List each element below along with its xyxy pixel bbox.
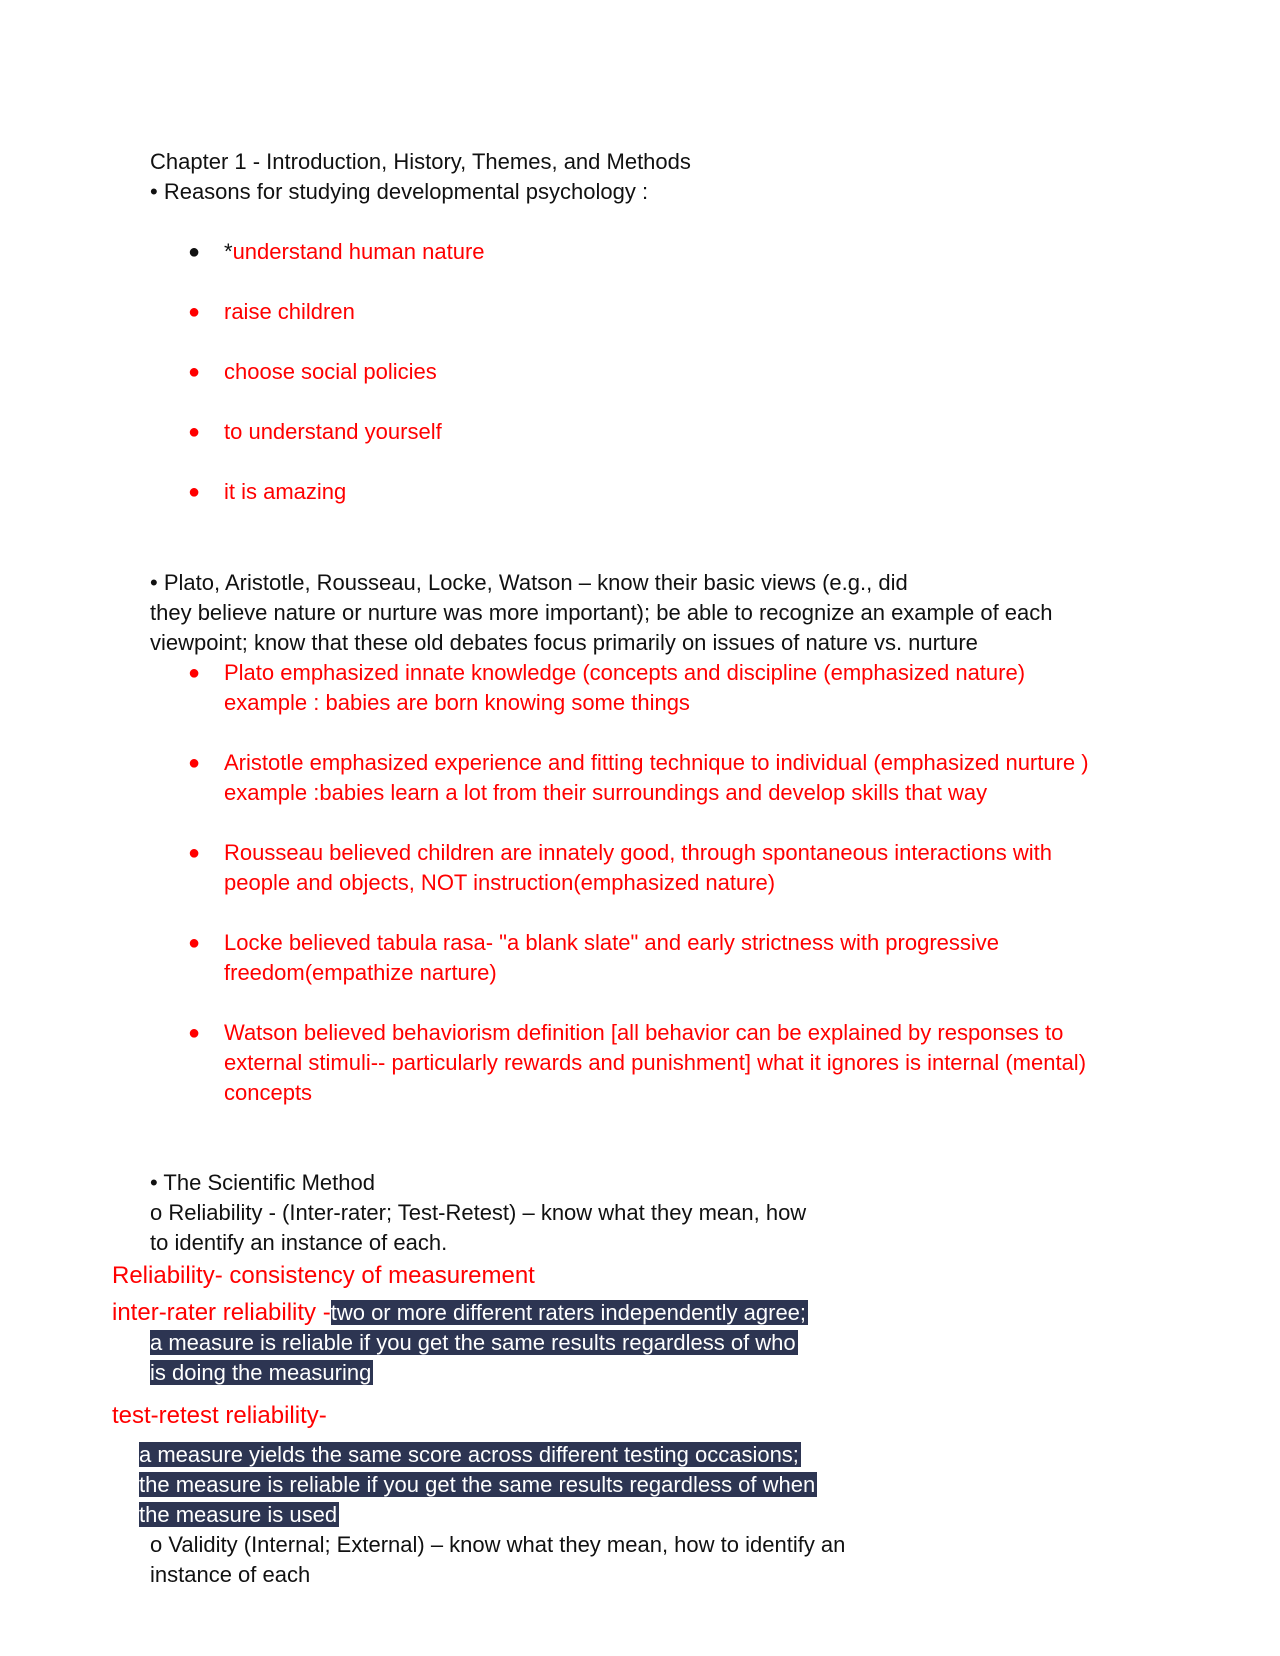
inter-rater-highlight: two or more different raters independently agree; bbox=[330, 1300, 807, 1325]
bullet-icon: ● bbox=[188, 241, 201, 263]
philosopher-line: people and objects, NOT instruction(emphasized nature) bbox=[224, 870, 776, 895]
philosopher-line: Aristotle emphasized experience and fitting technique to individual (emphasized nurture ) bbox=[224, 750, 1089, 775]
philosopher-line: Plato emphasized innate knowledge (concepts and discipline (emphasized nature) bbox=[224, 660, 1026, 685]
philosophers-intro-line: • Plato, Aristotle, Rousseau, Locke, Watson – know their basic views (e.g., did bbox=[150, 570, 908, 595]
inter-rater-highlight: is doing the measuring bbox=[150, 1360, 372, 1385]
philosopher-line: example :babies learn a lot from their surroundings and develop skills that way bbox=[224, 780, 988, 805]
validity-line: instance of each bbox=[150, 1562, 311, 1587]
reason-text: it is amazing bbox=[224, 479, 347, 504]
test-retest-line bbox=[139, 1470, 817, 1500]
inter-rater-line bbox=[150, 1328, 798, 1358]
test-retest-label: test-retest reliability- bbox=[112, 1402, 327, 1429]
test-retest-highlight: the measure is used bbox=[139, 1502, 338, 1527]
test-retest-line bbox=[139, 1500, 339, 1530]
test-retest-line bbox=[139, 1440, 801, 1470]
validity-line: o Validity (Internal; External) – know what they mean, how to identify an bbox=[150, 1532, 846, 1557]
test-retest-highlight: the measure is reliable if you get the same results regardless of when bbox=[139, 1472, 816, 1497]
philosophers-intro-line: viewpoint; know that these old debates focus primarily on issues of nature vs. nurture bbox=[150, 630, 978, 655]
philosopher-line: concepts bbox=[224, 1080, 313, 1105]
reason-prefix: * bbox=[224, 239, 233, 264]
bullet-icon: ● bbox=[188, 842, 201, 864]
bullet-icon: ● bbox=[188, 421, 201, 443]
bullet-icon: ● bbox=[188, 752, 201, 774]
bullet-icon: ● bbox=[188, 361, 201, 383]
philosopher-line: Locke believed tabula rasa- "a blank slate" and early strictness with progressive bbox=[224, 930, 1000, 955]
reason-text: to understand yourself bbox=[224, 419, 442, 444]
reason-text: choose social policies bbox=[224, 359, 437, 384]
bullet-icon: ● bbox=[188, 481, 201, 503]
reasons-heading: • Reasons for studying developmental psychology : bbox=[150, 179, 649, 204]
chapter-title: Chapter 1 - Introduction, History, Themes, and Methods bbox=[150, 149, 691, 174]
inter-rater-label: inter-rater reliability - bbox=[112, 1299, 331, 1326]
philosopher-line: external stimuli-- particularly rewards and punishment] what it ignores is internal (mental) bbox=[224, 1050, 1087, 1075]
inter-rater-row bbox=[112, 1298, 808, 1328]
philosophers-intro-line: they believe nature or nurture was more important); be able to recognize an example of each bbox=[150, 600, 1053, 625]
philosopher-line: Watson believed behaviorism definition [all behavior can be explained by responses to bbox=[224, 1020, 1064, 1045]
bullet-icon: ● bbox=[188, 301, 201, 323]
philosopher-line: example : babies are born knowing some things bbox=[224, 690, 690, 715]
reliability-definition: Reliability- consistency of measurement bbox=[112, 1262, 535, 1289]
reason-text: understand human nature bbox=[232, 239, 485, 264]
bullet-icon: ● bbox=[188, 1022, 201, 1044]
bullet-icon: ● bbox=[188, 932, 201, 954]
philosopher-line: Rousseau believed children are innately good, through spontaneous interactions with bbox=[224, 840, 1052, 865]
inter-rater-line bbox=[150, 1358, 373, 1388]
reliability-line: o Reliability - (Inter-rater; Test-Retest) – know what they mean, how bbox=[150, 1200, 807, 1225]
inter-rater-highlight: a measure is reliable if you get the same results regardless of who bbox=[150, 1330, 796, 1355]
philosopher-line: freedom(empathize narture) bbox=[224, 960, 497, 985]
scientific-method-heading: • The Scientific Method bbox=[150, 1170, 375, 1195]
test-retest-highlight: a measure yields the same score across different testing occasions; bbox=[139, 1442, 799, 1467]
bullet-icon: ● bbox=[188, 662, 201, 684]
reason-text: raise children bbox=[224, 299, 355, 324]
reliability-line: to identify an instance of each. bbox=[150, 1230, 448, 1255]
